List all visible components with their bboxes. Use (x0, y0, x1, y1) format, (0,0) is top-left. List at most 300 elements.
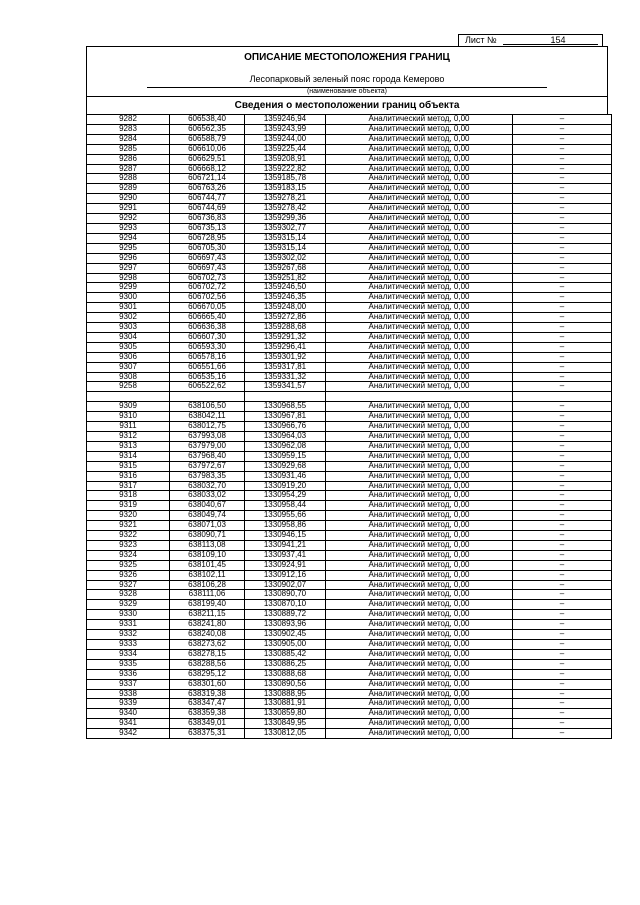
mark-cell: – (513, 194, 612, 204)
y-coordinate-cell: 1359208,91 (245, 154, 326, 164)
table-row (87, 679, 612, 689)
y-coordinate-cell: 1330888,95 (245, 689, 326, 699)
method-cell: Аналитический метод, 0,00 (326, 372, 513, 382)
point-number-cell: 9322 (87, 531, 170, 541)
y-coordinate-cell: 1359278,42 (245, 204, 326, 214)
mark-cell: – (513, 610, 612, 620)
point-number-cell: 9293 (87, 223, 170, 233)
mark-cell: – (513, 293, 612, 303)
section-header (86, 96, 608, 115)
point-number-cell: 9283 (87, 124, 170, 134)
point-number-cell: 9288 (87, 174, 170, 184)
mark-cell: – (513, 501, 612, 511)
point-number-cell: 9335 (87, 659, 170, 669)
table-row (87, 115, 612, 125)
method-cell: Аналитический метод, 0,00 (326, 184, 513, 194)
table-row (87, 431, 612, 441)
y-coordinate-cell: 1359317,81 (245, 362, 326, 372)
point-number-cell: 9316 (87, 471, 170, 481)
sheet-number-label: Лист № (465, 35, 497, 45)
method-cell: Аналитический метод, 0,00 (326, 511, 513, 521)
x-coordinate-cell: 638301,60 (170, 679, 245, 689)
point-number-cell: 9341 (87, 719, 170, 729)
method-cell: Аналитический метод, 0,00 (326, 491, 513, 501)
y-coordinate-cell: 1330966,76 (245, 422, 326, 432)
x-coordinate-cell: 606551,66 (170, 362, 245, 372)
x-coordinate-cell: 638240,08 (170, 630, 245, 640)
table-row (87, 174, 612, 184)
table-row (87, 392, 612, 402)
y-coordinate-cell: 1359331,32 (245, 372, 326, 382)
point-number-cell: 9285 (87, 144, 170, 154)
point-number-cell: 9287 (87, 164, 170, 174)
x-coordinate-cell: 638278,15 (170, 649, 245, 659)
point-number-cell (87, 392, 170, 402)
x-coordinate-cell: 638090,71 (170, 531, 245, 541)
x-coordinate-cell: 606735,13 (170, 223, 245, 233)
table-row (87, 451, 612, 461)
point-number-cell: 9324 (87, 550, 170, 560)
x-coordinate-cell: 606728,95 (170, 233, 245, 243)
point-number-cell: 9296 (87, 253, 170, 263)
table-row (87, 620, 612, 630)
mark-cell: – (513, 243, 612, 253)
mark-cell: – (513, 342, 612, 352)
method-cell: Аналитический метод, 0,00 (326, 402, 513, 412)
method-cell: Аналитический метод, 0,00 (326, 461, 513, 471)
y-coordinate-cell: 1330931,46 (245, 471, 326, 481)
table-row (87, 649, 612, 659)
point-number-cell: 9307 (87, 362, 170, 372)
mark-cell: – (513, 550, 612, 560)
table-row (87, 194, 612, 204)
method-cell: Аналитический метод, 0,00 (326, 531, 513, 541)
point-number-cell: 9313 (87, 441, 170, 451)
table-row (87, 689, 612, 699)
point-number-cell: 9320 (87, 511, 170, 521)
x-coordinate-cell: 606607,30 (170, 332, 245, 342)
point-number-cell: 9327 (87, 580, 170, 590)
table-row (87, 719, 612, 729)
y-coordinate-cell: 1330890,70 (245, 590, 326, 600)
point-number-cell: 9308 (87, 372, 170, 382)
point-number-cell: 9311 (87, 422, 170, 432)
x-coordinate-cell: 638106,28 (170, 580, 245, 590)
point-number-cell: 9291 (87, 204, 170, 214)
table-row (87, 283, 612, 293)
table-row (87, 540, 612, 550)
y-coordinate-cell: 1359246,35 (245, 293, 326, 303)
point-number-cell: 9340 (87, 709, 170, 719)
y-coordinate-cell: 1330919,20 (245, 481, 326, 491)
table-row (87, 412, 612, 422)
section-title: Сведения о местоположении границ объекта (234, 100, 460, 111)
x-coordinate-cell: 638032,70 (170, 481, 245, 491)
mark-cell: – (513, 620, 612, 630)
x-coordinate-cell: 606744,77 (170, 194, 245, 204)
x-coordinate-cell: 606588,79 (170, 134, 245, 144)
mark-cell: – (513, 352, 612, 362)
table-row (87, 223, 612, 233)
coordinates-table (86, 114, 612, 739)
mark-cell: – (513, 164, 612, 174)
x-coordinate-cell: 606562,35 (170, 124, 245, 134)
mark-cell: – (513, 461, 612, 471)
point-number-cell: 9342 (87, 729, 170, 739)
mark-cell: – (513, 382, 612, 392)
mark-cell: – (513, 649, 612, 659)
point-number-cell: 9315 (87, 461, 170, 471)
method-cell: Аналитический метод, 0,00 (326, 640, 513, 650)
table-row (87, 659, 612, 669)
y-coordinate-cell: 1330958,86 (245, 521, 326, 531)
mark-cell: – (513, 303, 612, 313)
point-number-cell: 9310 (87, 412, 170, 422)
table-row (87, 481, 612, 491)
y-coordinate-cell: 1359243,99 (245, 124, 326, 134)
y-coordinate-cell: 1330859,80 (245, 709, 326, 719)
point-number-cell: 9332 (87, 630, 170, 640)
point-number-cell: 9298 (87, 273, 170, 283)
y-coordinate-cell: 1330924,91 (245, 560, 326, 570)
x-coordinate-cell: 638375,31 (170, 729, 245, 739)
mark-cell: – (513, 560, 612, 570)
mark-cell: – (513, 134, 612, 144)
mark-cell: – (513, 144, 612, 154)
table-row (87, 243, 612, 253)
y-coordinate-cell: 1330959,15 (245, 451, 326, 461)
method-cell: Аналитический метод, 0,00 (326, 600, 513, 610)
x-coordinate-cell: 606763,26 (170, 184, 245, 194)
method-cell: Аналитический метод, 0,00 (326, 362, 513, 372)
method-cell: Аналитический метод, 0,00 (326, 124, 513, 134)
x-coordinate-cell: 638049,74 (170, 511, 245, 521)
table-row (87, 352, 612, 362)
table-row (87, 204, 612, 214)
table-row (87, 303, 612, 313)
method-cell: Аналитический метод, 0,00 (326, 293, 513, 303)
table-row (87, 491, 612, 501)
mark-cell: – (513, 233, 612, 243)
mark-cell: – (513, 283, 612, 293)
table-row (87, 471, 612, 481)
coordinates-table-body (87, 115, 612, 739)
method-cell: Аналитический метод, 0,00 (326, 709, 513, 719)
mark-cell: – (513, 223, 612, 233)
table-row (87, 511, 612, 521)
y-coordinate-cell: 1359185,78 (245, 174, 326, 184)
point-number-cell: 9326 (87, 570, 170, 580)
method-cell: Аналитический метод, 0,00 (326, 352, 513, 362)
point-number-cell: 9330 (87, 610, 170, 620)
table-row (87, 610, 612, 620)
table-row (87, 233, 612, 243)
x-coordinate-cell: 606702,73 (170, 273, 245, 283)
method-cell: Аналитический метод, 0,00 (326, 471, 513, 481)
method-cell: Аналитический метод, 0,00 (326, 669, 513, 679)
method-cell: Аналитический метод, 0,00 (326, 659, 513, 669)
point-number-cell: 9338 (87, 689, 170, 699)
method-cell: Аналитический метод, 0,00 (326, 412, 513, 422)
x-coordinate-cell: 606668,12 (170, 164, 245, 174)
mark-cell: – (513, 521, 612, 531)
method-cell: Аналитический метод, 0,00 (326, 689, 513, 699)
mark-cell: – (513, 719, 612, 729)
method-cell: Аналитический метод, 0,00 (326, 263, 513, 273)
object-caption: (наименование объекта) (306, 88, 388, 95)
point-number-cell: 9282 (87, 115, 170, 125)
x-coordinate-cell: 606522,62 (170, 382, 245, 392)
y-coordinate-cell: 1330905,00 (245, 640, 326, 650)
x-coordinate-cell: 606670,05 (170, 303, 245, 313)
y-coordinate-cell: 1330912,16 (245, 570, 326, 580)
method-cell: Аналитический метод, 0,00 (326, 283, 513, 293)
table-row (87, 441, 612, 451)
x-coordinate-cell: 638199,40 (170, 600, 245, 610)
point-number-cell: 9305 (87, 342, 170, 352)
mark-cell: – (513, 451, 612, 461)
point-number-cell: 9304 (87, 332, 170, 342)
table-row (87, 580, 612, 590)
y-coordinate-cell: 1330893,96 (245, 620, 326, 630)
y-coordinate-cell: 1359248,00 (245, 303, 326, 313)
mark-cell: – (513, 115, 612, 125)
table-row (87, 293, 612, 303)
mark-cell: – (513, 184, 612, 194)
y-coordinate-cell: 1359225,44 (245, 144, 326, 154)
y-coordinate-cell: 1359341,57 (245, 382, 326, 392)
x-coordinate-cell: 606721,14 (170, 174, 245, 184)
mark-cell: – (513, 263, 612, 273)
x-coordinate-cell: 638042,11 (170, 412, 245, 422)
x-coordinate-cell: 606705,30 (170, 243, 245, 253)
mark-cell: – (513, 402, 612, 412)
x-coordinate-cell: 638102,11 (170, 570, 245, 580)
table-row (87, 382, 612, 392)
point-number-cell: 9336 (87, 669, 170, 679)
y-coordinate-cell: 1330886,25 (245, 659, 326, 669)
method-cell: Аналитический метод, 0,00 (326, 560, 513, 570)
mark-cell: – (513, 471, 612, 481)
y-coordinate-cell: 1330946,15 (245, 531, 326, 541)
y-coordinate-cell: 1330902,45 (245, 630, 326, 640)
point-number-cell: 9306 (87, 352, 170, 362)
x-coordinate-cell: 606736,83 (170, 214, 245, 224)
point-number-cell: 9294 (87, 233, 170, 243)
point-number-cell: 9297 (87, 263, 170, 273)
mark-cell: – (513, 540, 612, 550)
mark-cell: – (513, 412, 612, 422)
point-number-cell: 9331 (87, 620, 170, 630)
method-cell: Аналитический метод, 0,00 (326, 332, 513, 342)
method-cell: Аналитический метод, 0,00 (326, 144, 513, 154)
mark-cell: – (513, 481, 612, 491)
point-number-cell: 9290 (87, 194, 170, 204)
mark-cell: – (513, 431, 612, 441)
y-coordinate-cell: 1330890,56 (245, 679, 326, 689)
x-coordinate-cell: 638109,10 (170, 550, 245, 560)
y-coordinate-cell: 1359288,68 (245, 323, 326, 333)
method-cell: Аналитический метод, 0,00 (326, 719, 513, 729)
point-number-cell: 9314 (87, 451, 170, 461)
table-row (87, 560, 612, 570)
method-cell: Аналитический метод, 0,00 (326, 134, 513, 144)
point-number-cell: 9299 (87, 283, 170, 293)
mark-cell: – (513, 630, 612, 640)
y-coordinate-cell: 1330885,42 (245, 649, 326, 659)
mark-cell: – (513, 699, 612, 709)
method-cell: Аналитический метод, 0,00 (326, 223, 513, 233)
y-coordinate-cell: 1330967,81 (245, 412, 326, 422)
mark-cell: – (513, 362, 612, 372)
method-cell: Аналитический метод, 0,00 (326, 164, 513, 174)
document-title: ОПИСАНИЕ МЕСТОПОЛОЖЕНИЯ ГРАНИЦ (244, 52, 450, 63)
mark-cell: – (513, 491, 612, 501)
table-row (87, 590, 612, 600)
table-row (87, 372, 612, 382)
y-coordinate-cell: 1359222,82 (245, 164, 326, 174)
point-number-cell: 9328 (87, 590, 170, 600)
table-row (87, 273, 612, 283)
x-coordinate-cell: 606538,40 (170, 115, 245, 125)
mark-cell: – (513, 372, 612, 382)
sheet-number-value: 154 (550, 35, 566, 45)
point-number-cell: 9318 (87, 491, 170, 501)
table-row (87, 154, 612, 164)
method-cell: Аналитический метод, 0,00 (326, 521, 513, 531)
y-coordinate-cell: 1359296,41 (245, 342, 326, 352)
method-cell: Аналитический метод, 0,00 (326, 382, 513, 392)
method-cell: Аналитический метод, 0,00 (326, 313, 513, 323)
table-row (87, 422, 612, 432)
y-coordinate-cell: 1359315,14 (245, 243, 326, 253)
table-row (87, 630, 612, 640)
y-coordinate-cell: 1330849,95 (245, 719, 326, 729)
y-coordinate-cell: 1330929,68 (245, 461, 326, 471)
document-header (86, 46, 608, 97)
y-coordinate-cell: 1359251,82 (245, 273, 326, 283)
method-cell: Аналитический метод, 0,00 (326, 620, 513, 630)
x-coordinate-cell: 637968,40 (170, 451, 245, 461)
method-cell: Аналитический метод, 0,00 (326, 630, 513, 640)
x-coordinate-cell: 638273,62 (170, 640, 245, 650)
table-row (87, 402, 612, 412)
method-cell: Аналитический метод, 0,00 (326, 451, 513, 461)
method-cell: Аналитический метод, 0,00 (326, 441, 513, 451)
x-coordinate-cell (170, 392, 245, 402)
point-number-cell: 9325 (87, 560, 170, 570)
x-coordinate-cell: 606535,16 (170, 372, 245, 382)
y-coordinate-cell: 1330889,72 (245, 610, 326, 620)
table-row (87, 253, 612, 263)
y-coordinate-cell: 1359272,86 (245, 313, 326, 323)
mark-cell: – (513, 154, 612, 164)
x-coordinate-cell: 638111,06 (170, 590, 245, 600)
y-coordinate-cell: 1359291,32 (245, 332, 326, 342)
mark-cell: – (513, 580, 612, 590)
y-coordinate-cell: 1359315,14 (245, 233, 326, 243)
method-cell: Аналитический метод, 0,00 (326, 194, 513, 204)
y-coordinate-cell: 1330870,10 (245, 600, 326, 610)
point-number-cell: 9312 (87, 431, 170, 441)
y-coordinate-cell: 1330812,05 (245, 729, 326, 739)
x-coordinate-cell: 606593,30 (170, 342, 245, 352)
mark-cell: – (513, 273, 612, 283)
x-coordinate-cell: 606702,72 (170, 283, 245, 293)
x-coordinate-cell: 637979,00 (170, 441, 245, 451)
method-cell: Аналитический метод, 0,00 (326, 204, 513, 214)
x-coordinate-cell: 638295,12 (170, 669, 245, 679)
point-number-cell: 9323 (87, 540, 170, 550)
method-cell: Аналитический метод, 0,00 (326, 679, 513, 689)
point-number-cell: 9339 (87, 699, 170, 709)
point-number-cell: 9309 (87, 402, 170, 412)
table-row (87, 699, 612, 709)
y-coordinate-cell: 1359244,00 (245, 134, 326, 144)
method-cell: Аналитический метод, 0,00 (326, 323, 513, 333)
method-cell: Аналитический метод, 0,00 (326, 253, 513, 263)
mark-cell: – (513, 313, 612, 323)
x-coordinate-cell: 638113,08 (170, 540, 245, 550)
mark-cell: – (513, 640, 612, 650)
method-cell: Аналитический метод, 0,00 (326, 481, 513, 491)
method-cell: Аналитический метод, 0,00 (326, 243, 513, 253)
y-coordinate-cell: 1359302,77 (245, 223, 326, 233)
y-coordinate-cell: 1330941,21 (245, 540, 326, 550)
mark-cell: – (513, 570, 612, 580)
method-cell: Аналитический метод, 0,00 (326, 431, 513, 441)
table-row (87, 313, 612, 323)
method-cell: Аналитический метод, 0,00 (326, 233, 513, 243)
point-number-cell: 9295 (87, 243, 170, 253)
y-coordinate-cell: 1330968,55 (245, 402, 326, 412)
x-coordinate-cell: 638359,38 (170, 709, 245, 719)
point-number-cell: 9300 (87, 293, 170, 303)
table-row (87, 134, 612, 144)
method-cell: Аналитический метод, 0,00 (326, 342, 513, 352)
point-number-cell: 9319 (87, 501, 170, 511)
y-coordinate-cell: 1330902,07 (245, 580, 326, 590)
mark-cell (513, 392, 612, 402)
x-coordinate-cell: 606702,56 (170, 293, 245, 303)
method-cell: Аналитический метод, 0,00 (326, 610, 513, 620)
y-coordinate-cell: 1330888,68 (245, 669, 326, 679)
method-cell: Аналитический метод, 0,00 (326, 580, 513, 590)
point-number-cell: 9286 (87, 154, 170, 164)
table-row (87, 521, 612, 531)
point-number-cell: 9301 (87, 303, 170, 313)
point-number-cell: 9334 (87, 649, 170, 659)
point-number-cell: 9321 (87, 521, 170, 531)
x-coordinate-cell: 606697,43 (170, 253, 245, 263)
mark-cell: – (513, 659, 612, 669)
method-cell (326, 392, 513, 402)
method-cell: Аналитический метод, 0,00 (326, 422, 513, 432)
table-row (87, 184, 612, 194)
mark-cell: – (513, 511, 612, 521)
x-coordinate-cell: 606744,69 (170, 204, 245, 214)
y-coordinate-cell: 1359183,15 (245, 184, 326, 194)
method-cell: Аналитический метод, 0,00 (326, 174, 513, 184)
method-cell: Аналитический метод, 0,00 (326, 540, 513, 550)
x-coordinate-cell: 638040,67 (170, 501, 245, 511)
x-coordinate-cell: 638012,75 (170, 422, 245, 432)
table-row (87, 461, 612, 471)
method-cell: Аналитический метод, 0,00 (326, 570, 513, 580)
mark-cell: – (513, 531, 612, 541)
point-number-cell: 9302 (87, 313, 170, 323)
x-coordinate-cell: 606610,06 (170, 144, 245, 154)
